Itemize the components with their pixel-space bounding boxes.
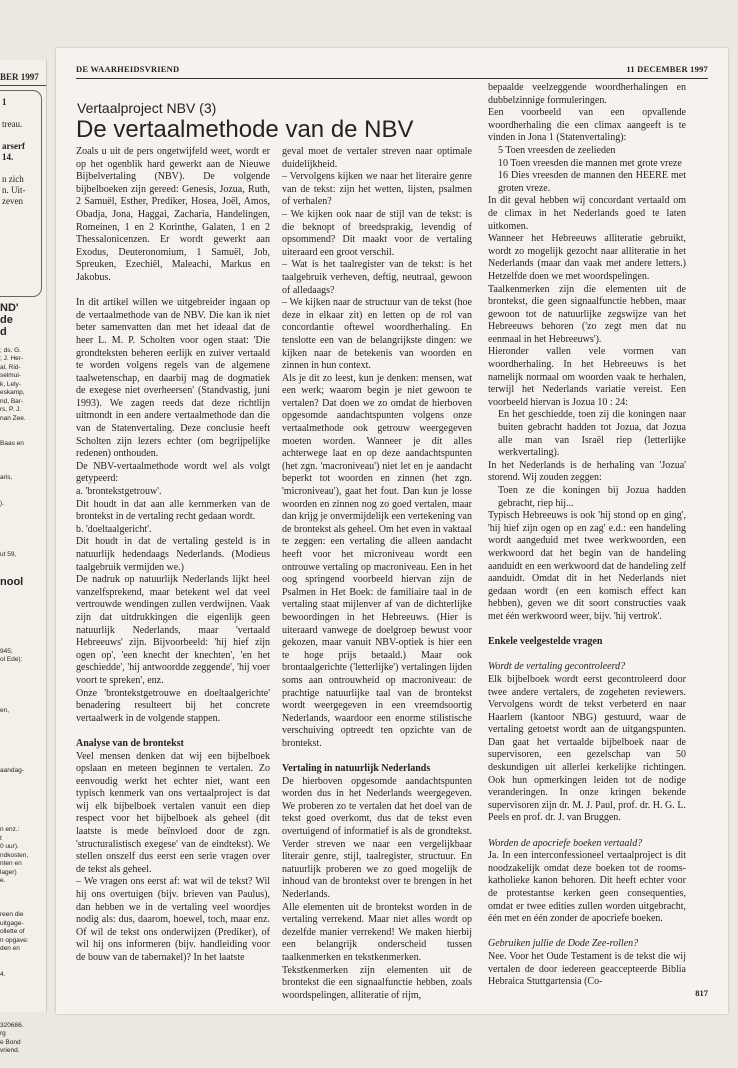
publication-name: DE WAARHEIDSVRIEND: [76, 64, 180, 74]
previous-column-line: den en: [0, 945, 20, 952]
previous-column-line: [0, 954, 29, 963]
previous-column-line: [0, 750, 29, 759]
previous-column-line: [0, 792, 29, 801]
previous-column-line: ND': [0, 302, 19, 314]
newspaper-page: [56, 48, 728, 1014]
previous-box-line: n zich: [2, 174, 24, 184]
paragraph: a. 'brontekstgetrouw'.: [76, 486, 162, 498]
previous-column-line: 320686.: [0, 1021, 24, 1029]
previous-column-line: al, Rid-: [0, 363, 21, 371]
previous-column-line: d: [0, 326, 7, 338]
previous-column-line: ; J. Her-: [0, 355, 24, 362]
previous-column-line: [0, 716, 29, 725]
previous-column-line: [0, 682, 29, 691]
paragraph: Elk bijbelboek wordt eerst gecontroleerd door twee andere vertalers, de zogeheten reviewers. Vervolgens wordt de tekst verbeterd en naar Haarlem (kantoor NBG) gestuurd, waar de vertaling getoetst wordt aan de uitgangspunten. Dan gaat het vertaalde bijbelboek naar de supervisoren, een gezelschap van 50 deskundigen uit allerlei kerkelijke richtingen. Ook hun opmerkingen leiden tot de nodige veranderingen. In onze kringen bekende supervisoren zijn dr. M. J. Paul, prof. dr. H. G. L. Peels en prof. dr. J. van Bruggen.: [488, 673, 686, 824]
running-header: [76, 64, 708, 76]
paragraph: Dit houdt in dat aan alle kernmerken van de brontekst in de vertaling recht gedaan wordt.: [76, 498, 270, 523]
previous-column-line: [0, 741, 29, 750]
previous-column-line: n enz.:: [0, 826, 20, 833]
paragraph: 16 Dies vreesden de mannen den HEERE met groten vreze.: [498, 170, 686, 194]
previous-column-line: nan Zee.: [0, 414, 26, 422]
previous-column-line: ut 59,: [0, 550, 17, 558]
previous-column-line: [0, 1005, 29, 1014]
paragraph: Onze 'brontekstgetrouwe en doeltaalgerichte' benadering resulteert bij het concrete vertaalwerk in de volgende stappen.: [76, 687, 270, 724]
previous-column-line: [0, 801, 29, 810]
previous-column-line: nten en: [0, 860, 22, 867]
article-column-3: [488, 82, 686, 988]
previous-column-line: [0, 733, 29, 742]
previous-column-line: k, Lely-: [0, 380, 21, 388]
previous-column-line: e.: [0, 877, 6, 884]
previous-column-line: [0, 673, 29, 682]
paragraph: Een voorbeeld van een opvallende woordherhaling die een climax aangeeft is te vinden in Jona 1 (Statenvertaling):: [488, 107, 686, 144]
paragraph: De nadruk op natuurlijk Nederlands lijkt heel vanzelfsprekend, maar betekent wel dat veel vertrouwde wendingen zullen verdwijnen. Vaak zijn dat uitdrukkingen die eigenlijk geen natuurlijk Nederlands, maar 'vertaald Hebreeuws' zijn. Bijvoorbeeld: 'hij hief zijn ogen op', 'een knecht der knechten', 'en het geschiedde', 'hij antwoordde zeggende', 'hij voer voort te spreken', enz.: [76, 574, 270, 686]
paragraph: geval moet de vertaler streven naar optimale duidelijkheid.: [282, 146, 472, 170]
paragraph: – We kijken ook naar de stijl van de tekst: is die beknopt of breedsprakig, levendig of opsommend? Dit maakt voor de vertaling uiteraard een groot verschil.: [282, 208, 472, 258]
paragraph: Dit houdt in dat de vertaling gesteld is in natuurlijk hedendaags Nederlands. (Modieus taalgebruik vermijden we.): [76, 536, 270, 573]
paragraph: Toen ze die koningen bij Jozua hadden gebracht, riep hij...: [498, 485, 686, 509]
previous-column-line: aandag-: [0, 766, 24, 774]
section-heading: Analyse van de brontekst: [76, 737, 184, 749]
paragraph: Ja. In een interconfessioneel vertaalproject is dit noodzakelijk omdat deze boeken tot de rooms-katholieke kanon behoren. Dit heeft echter voor de protestantse kerken geen consequenties, omdat er twee edities zullen worden uitgebracht, één met en één zonder de apocriefe boeken.: [488, 850, 686, 925]
article-column-2: [282, 146, 472, 1001]
paragraph: Zoals u uit de pers ongetwijfeld weet, wordt er op het ogenblik hard gewerkt aan de Nieuwe Bijbelvertaling (NBV). De volgende bijbelboeken zijn gereed: Genesis, Jozua, Ruth, 2 Samuël, Esther, Prediker, Hosea, Joël, Amos, Obadja, Jona, Haggai, Zacharia, Handelingen, Romeinen, 1 en 2 Korinthe, Galaten, 1 en 2 Thessalonicenzen. Er wordt gewerkt aan Exodus, Deuteronomium, 1 Samuël, Job, Spreuken, Ezechiël, Maleachi, Markus en Jakobus.: [76, 146, 270, 283]
previous-column-line: t: [0, 834, 2, 842]
previous-box-line: treau.: [2, 119, 23, 129]
previous-column-line: [0, 818, 29, 827]
previous-column-line: [0, 449, 29, 458]
previous-column-line: [0, 534, 29, 543]
previous-column-line: [0, 542, 29, 551]
previous-column-line: Baas en: [0, 440, 24, 447]
previous-column-line: [0, 338, 29, 347]
previous-column-line: [0, 508, 29, 517]
paragraph: Veel mensen denken dat wij een bijbelboek opslaan en meteen beginnen te vertalen. Zo eenvoudig werkt het echter niet, want een typisch kenmerk van ons vertaalproject is dat wij elk bijbelboek vertalen vanuit een diep respect voor het bijbelboek als geheel (dit laatste is mede beïnvloed door de zgn. 'structuralistisch exegese' van de eindtekst). We stellen onszelf dus eerst een serie vragen over de tekst als geheel.: [76, 750, 270, 875]
paragraph: Tekstkenmerken zijn elementen uit de brontekst die een signaalfunctie hebben, zoals woordspelingen, alliteratie of rijm,: [282, 964, 472, 1001]
paragraph: – We kijken naar de structuur van de tekst (hoe deze in elkaar zit) en letten op de rol van concordantie oftewel woordherhaling. En tenslotte een van de belangrijkste dingen: we kijken naar de betekenis van woorden en zinnen in hun context.: [282, 297, 472, 372]
article-column-1: [76, 146, 270, 996]
header-rule: [76, 78, 708, 79]
previous-column-line: ol Ede):: [0, 656, 23, 663]
previous-page-date: BER 1997: [0, 72, 39, 82]
previous-column-line: [0, 568, 29, 577]
previous-box-line: 14.: [2, 152, 14, 162]
paragraph: Alle elementen uit de brontekst worden in de vertaling verrekend. Maar niet alles wordt op dezelfde manier verrekend! We maken hierbij een belangrijk onderscheid tussen taalkenmerken en tekstkenmerken.: [282, 901, 472, 963]
previous-column-line: ollette of: [0, 928, 25, 935]
previous-column-line: e Bond: [0, 1038, 21, 1046]
previous-column-line: nool: [0, 576, 24, 588]
previous-column-line: aris,: [0, 474, 13, 481]
previous-column-line: [0, 432, 29, 441]
paragraph: Wanneer het Hebreeuws alliteratie gebruikt, wordt zo mogelijk gezocht naar alliteratie in het Nederlands (maar dan vaak met andere letters.) Hetzelfde doen we met woordspelingen.: [488, 233, 686, 282]
paragraph: Typisch Hebreeuws is ook 'hij stond op en ging', 'hij hief zijn ogen op en zag' e.d.: een handeling wordt aangeduid met twee werkwoorden, een werkwoord dat het begin van de handeling aanduidt en een werkwoord dat de handeling zelf aanduidt. Omdat dit in het Nederlands niet gedaan wordt (en een komisch effect kan hebben), geven we dit soort constructies vaak met één werkwoord weer, bijv. 'hij vertrok'.: [488, 510, 686, 622]
previous-column-line: [0, 809, 29, 818]
previous-column-line: [0, 690, 29, 699]
question-heading: Gebruiken jullie de Dode Zee-rollen?: [488, 938, 639, 950]
paragraph: In het Nederlands is de herhaling van 'Jozua' storend. Wij zouden zeggen:: [488, 459, 686, 484]
section-heading: Vertaling in natuurlijk Nederlands: [282, 763, 431, 775]
previous-column-line: [0, 639, 29, 648]
previous-column-line: n opgave:: [0, 936, 29, 944]
previous-column-line: [0, 466, 29, 475]
previous-box-line: 1: [2, 97, 7, 107]
previous-column-line: [0, 996, 29, 1005]
previous-column-line: ; ds. G.: [0, 346, 21, 354]
previous-column-line: [0, 423, 29, 432]
paragraph: De hierboven opgesomde aandachtspunten worden dus in het Nederlands weergegeven. We proberen zo te vertalen dat het doel van de tekst goed overkomt, dus dat de tekst even overtuigend of informatief is als de grondtekst. Verder streven we naar een vergelijkbaar literair genre, stijl, taalregister, structuur. En natuurlijk proberen we zo goed mogelijk de inhoud van de brontekst over te brengen in het Nederlands.: [282, 775, 472, 901]
previous-box-line: zeven: [2, 196, 23, 206]
previous-column-line: [0, 614, 29, 623]
previous-column-line: eskamp,: [0, 389, 25, 396]
previous-column-line: [0, 622, 29, 631]
previous-column-line: uitgage-: [0, 919, 24, 927]
previous-column-line: [0, 517, 29, 526]
paragraph: 10 Toen vreesden die mannen met grote vreze: [498, 157, 682, 169]
paragraph: In dit artikel willen we uitgebreider ingaan op de vertaalmethode van de NBV. Die kan ik niet beter samenvatten dan met het ideaal dat de heer L. M. P. Scholten voor ogen staat: 'Die grondteksten beheren eerlijk en zuiver vertaald te worden volgens regels van de algemene taalwetenschap, en daarbij mag de dogmatiek de exegese niet overheersen' (Standvastig, juni 1993). We zagen reeds dat deze richtlijn uitmondt in een andere vertaalmethode dan die van de Statenvertaling. Deze conclusie heeft Scholten zijn lezers echter (om begrijpelijke redenen) onthouden.: [76, 297, 270, 460]
previous-column-line: en,: [0, 707, 10, 714]
paragraph: Nee. Voor het Oude Testament is de tekst die wij vertalen de door iedereen geaccepteerde Biblia Hebraica Stuttgartensia (Co-: [488, 950, 686, 988]
previous-column-line: [0, 605, 29, 614]
paragraph: 5 Toen vreesden de zeelieden: [498, 144, 616, 156]
previous-column-line: lager): [0, 868, 17, 876]
issue-date: 11 DECEMBER 1997: [626, 64, 708, 74]
previous-column-line: 0 uur).: [0, 843, 19, 850]
previous-box-line: n. Uit-: [2, 185, 26, 195]
previous-page-column: [0, 302, 29, 1056]
previous-column-line: selmui-: [0, 372, 21, 379]
previous-column-line: [0, 525, 29, 534]
previous-column-line: [0, 988, 29, 997]
previous-page-box: [0, 90, 42, 297]
previous-column-line: 4.: [0, 970, 6, 978]
previous-column-line: [0, 979, 29, 988]
previous-box-line: [2, 163, 26, 174]
paragraph: – Wat is het taalregister van de tekst: is het taalgebruik verheven, deftig, neutraal, gewoon of alledaags?: [282, 259, 472, 296]
previous-box-line: [2, 130, 26, 141]
previous-column-line: rs, P. J.: [0, 406, 22, 413]
paragraph: – Vervolgens kijken we naar het literaire genre van de tekst: zijn het wetten, lijsten, psalmen of verhalen?: [282, 171, 472, 208]
previous-column-line: [0, 784, 29, 793]
previous-column-line: vriend.: [0, 1047, 20, 1054]
previous-box-line: [2, 108, 26, 119]
previous-column-line: reen die: [0, 911, 24, 918]
previous-column-line: ndkosten,: [0, 851, 29, 859]
previous-column-line: rg: [0, 1030, 6, 1037]
previous-column-line: nd, Bar-: [0, 397, 24, 405]
previous-column-line: [0, 457, 29, 466]
previous-column-line: [0, 559, 29, 568]
paragraph: b. 'doeltaalgericht'.: [76, 523, 152, 535]
previous-column-line: [0, 1013, 29, 1022]
previous-column-line: [0, 588, 29, 597]
question-heading: Wordt de vertaling gecontroleerd?: [488, 661, 626, 673]
previous-column-line: [0, 758, 29, 767]
previous-column-line: [0, 665, 29, 674]
previous-column-line: [0, 631, 29, 640]
article-title: De vertaalmethode van de NBV: [76, 116, 414, 143]
section-heading: Enkele veelgestelde vragen: [488, 636, 603, 648]
previous-column-line: [0, 775, 29, 784]
previous-column-line: [0, 962, 29, 971]
page-number: 817: [695, 988, 708, 998]
previous-column-line: [0, 886, 29, 895]
previous-column-line: [0, 597, 29, 606]
paragraph: Taalkenmerken zijn die elementen uit de brontekst, die geen signaalfunctie hebben, maar gewoon tot de natuurlijke zegswijze van het Hebreeuws behoren ('zo zegt men dat nu eenmaal in het Hebreeuws').: [488, 283, 686, 345]
previous-column-line: [0, 724, 29, 733]
paragraph: – We vragen ons eerst af: wat wil de tekst? Wil hij ons overtuigen (bijv. brieven van Paulus), dan hebben we in de vertaling veel woordjes nodig als: dus, daarom, hoewel, toch, maar enz. Of wil de tekst ons onderwijzen (Prediker), of wil hij ons informeren (bijv. handleiding voor de bouw van de tabernakel)? In het laatste: [76, 876, 270, 963]
paragraph: In dit geval hebben wij concordant vertaald om de climax in het Nederlands goed te laten uitkomen.: [488, 195, 686, 232]
previous-column-line: [0, 894, 29, 903]
previous-column-line: de: [0, 314, 13, 326]
previous-column-line: [0, 699, 29, 708]
previous-box-line: arserf: [2, 141, 25, 151]
previous-column-line: [0, 903, 29, 912]
paragraph: Als je dit zo leest, kun je denken: mensen, wat een werk; waarom begin je niet gewoon te vertalen? Dat doen we zo omdat de hierboven opgesomde aandachtspunten volgens onze vertaalmethode ook getrouw weergegeven moeten worden. Wanneer je dit alles achterwege laat en op deze aandachtspunten (het zgn. 'macroniveau') niet let en je aandacht beperkt tot woorden en zinnen (het zgn. 'microniveau'), gaat het fout. Dan kun je losse woorden en zinnen nog zo goed vertalen, maar dan krijg je onvermijdelijk een vertekening van de brontekst als geheel. Om het even in vaktaal te zeggen: een vertaling die alleen aandacht heeft voor het microniveau wordt een ontrouwe vertaling op macroniveau. Een in het oog springend voorbeeld hiervan zijn de Psalmen in Het Boek: de familiaire taal in de vertaling staat mijlenver af van de dichterlijke bewoordingen in het Hebreeuws. (Hier is uiteraard vanwege de doelgroep bewust voor gekozen, maar vanuit NBV-optiek is hier een te hoge prijs betaald.) Maar ook brontaalgerichte ('letterlijke') vertalingen lijden soms aan ontrouwheid op macroniveau: de prachtige natuurlijke taal van de brontekst wordt weergegeven in een vreemdsoortig Nederlands, waardoor een enorme stilistische verschuiving optreedt ten opzichte van de brontekst.: [282, 372, 472, 749]
article-kicker: Vertaalproject NBV (3): [77, 100, 217, 116]
previous-page-box-text: [2, 97, 26, 207]
previous-column-line: [0, 491, 29, 500]
question-heading: Worden de apocriefe boeken vertaald?: [488, 837, 643, 849]
previous-column-line: 945;: [0, 647, 13, 655]
paragraph: De NBV-vertaalmethode wordt wel als volgt getypeerd:: [76, 460, 270, 485]
previous-page-strip: [0, 60, 47, 1054]
previous-column-line: [0, 483, 29, 492]
paragraph: Hieronder vallen vele vormen van woordherhaling. In het Hebreeuws is het namelijk normaal om woorden vaak te herhalen, terwijl het Nederlands variatie vereist. Een voorbeeld hiervan is Jozua 10 : 24:: [488, 346, 686, 408]
previous-column-line: ).: [0, 499, 4, 507]
previous-page-rule: [0, 85, 46, 86]
paragraph: En het geschiedde, toen zij die koningen naar buiten gebracht hadden tot Jozua, dat Jozua alle man van Israël riep (letterlijke werkvertaling).: [498, 409, 686, 459]
paragraph: bepaalde veelzeggende woordherhalingen en dubbelzinnige formuleringen.: [488, 82, 686, 106]
